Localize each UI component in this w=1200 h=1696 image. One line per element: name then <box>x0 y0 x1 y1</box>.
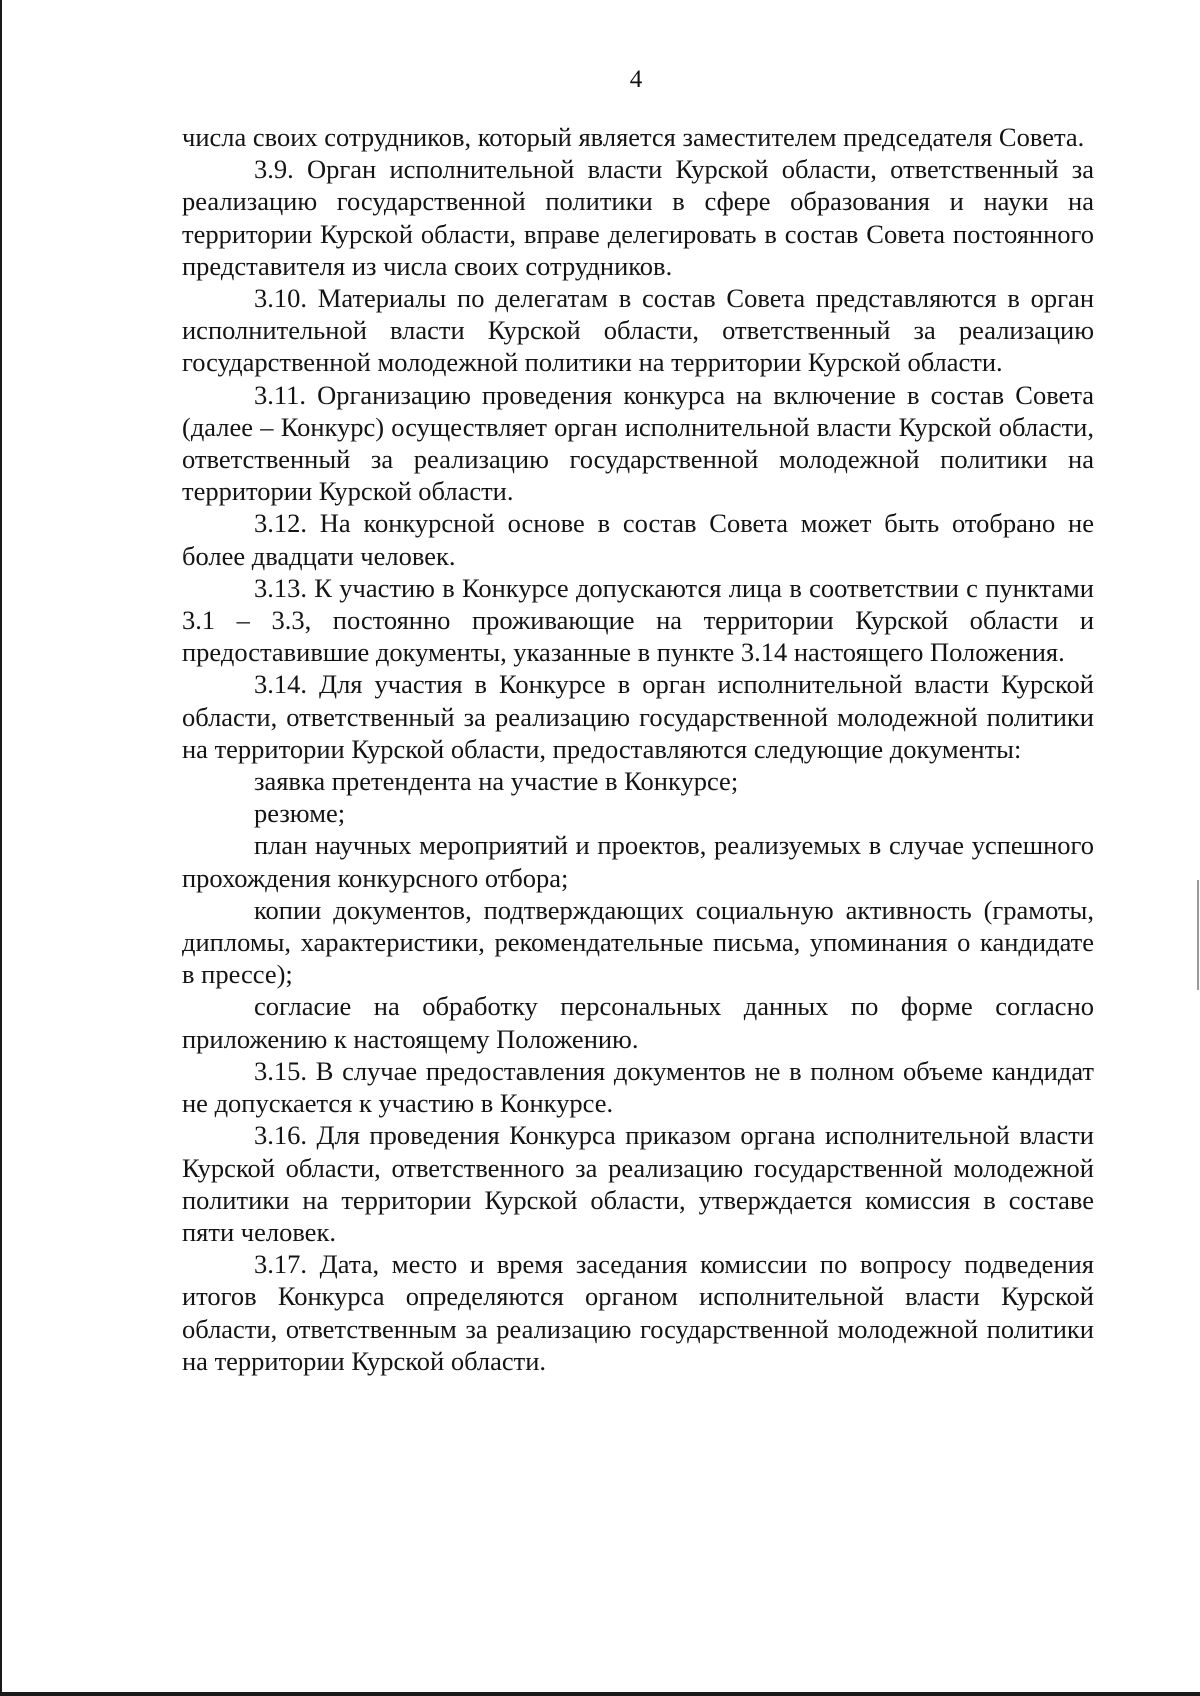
scan-edge-right-mark <box>1197 880 1199 990</box>
list-item-application: заявка претендента на участие в Конкурсе; <box>254 766 739 797</box>
paragraph-3-12: 3.12. На конкурсной основе в состав Совета может быть отобрано не более двадцати человек. <box>182 508 1094 571</box>
list-item-copies: копии документов, подтверждающих социальную активность (грамоты, дипломы, характеристики, рекомендательные письма, упоминания о кандидате в прессе); <box>182 894 1094 990</box>
page-number: 4 <box>629 66 643 93</box>
paragraph-3-11: 3.11. Организацию проведения конкурса на включение в состав Совета (далее – Конкурс) осуществляет орган исполнительной власти Курской области, ответственный за реализацию государственной молодежной политики на территории Курской области. <box>182 379 1094 507</box>
scan-edge-bottom <box>0 1692 1200 1696</box>
paragraph-3-17: 3.17. Дата, место и время заседания комиссии по вопросу подведения итогов Конкурса определяются органом исполнительной власти Курской области, ответственным за реализацию государственной молодежной политики на территории Курской области. <box>182 1249 1094 1376</box>
paragraph-3-14: 3.14. Для участия в Конкурсе в орган исполнительной власти Курской области, ответственный за реализацию государственной молодежной политики на территории Курской области, предоставляются следующие документы: <box>182 669 1094 764</box>
paragraph-3-9: 3.9. Орган исполнительной власти Курской области, ответственный за реализацию государственной политики в сфере образования и науки на территории Курской области, вправе делегировать в состав Совета постоянного представителя из числа своих сотрудников. <box>182 154 1094 281</box>
paragraph-3-13: 3.13. К участию в Конкурсе допускаются лица в соответствии с пунктами 3.1 – 3.3, постоянно проживающие на территории Курской области и предоставившие документы, указанные в пункте 3.14 настоящего Положения. <box>182 572 1094 668</box>
list-item-resume: резюме; <box>254 798 346 829</box>
body-text <box>182 121 1094 1377</box>
scan-edge-left <box>0 0 2 1696</box>
list-item-plan: план научных мероприятий и проектов, реализуемых в случае успешного прохождения конкурсного отбора; <box>182 830 1094 893</box>
paragraph-3-10: 3.10. Материалы по делегатам в состав Совета представляются в орган исполнительной власти Курской области, ответственный за реализацию государственной молодежной политики на территории Курской области. <box>182 283 1094 378</box>
paragraph-continuation: числа своих сотрудников, который является заместителем председателя Совета. <box>182 122 1085 152</box>
paragraph-3-15: 3.15. В случае предоставления документов не в полном объеме кандидат не допускается к участию в Конкурсе. <box>182 1055 1094 1119</box>
list-item-consent: согласие на обработку персональных данных по форме согласно приложению к настоящему Положению. <box>182 991 1094 1054</box>
paragraph-3-16: 3.16. Для проведения Конкурса приказом органа исполнительной власти Курской области, ответственного за реализацию государственной молодежной политики на территории Курской области, утверждается комиссия в составе пяти человек. <box>182 1120 1094 1247</box>
